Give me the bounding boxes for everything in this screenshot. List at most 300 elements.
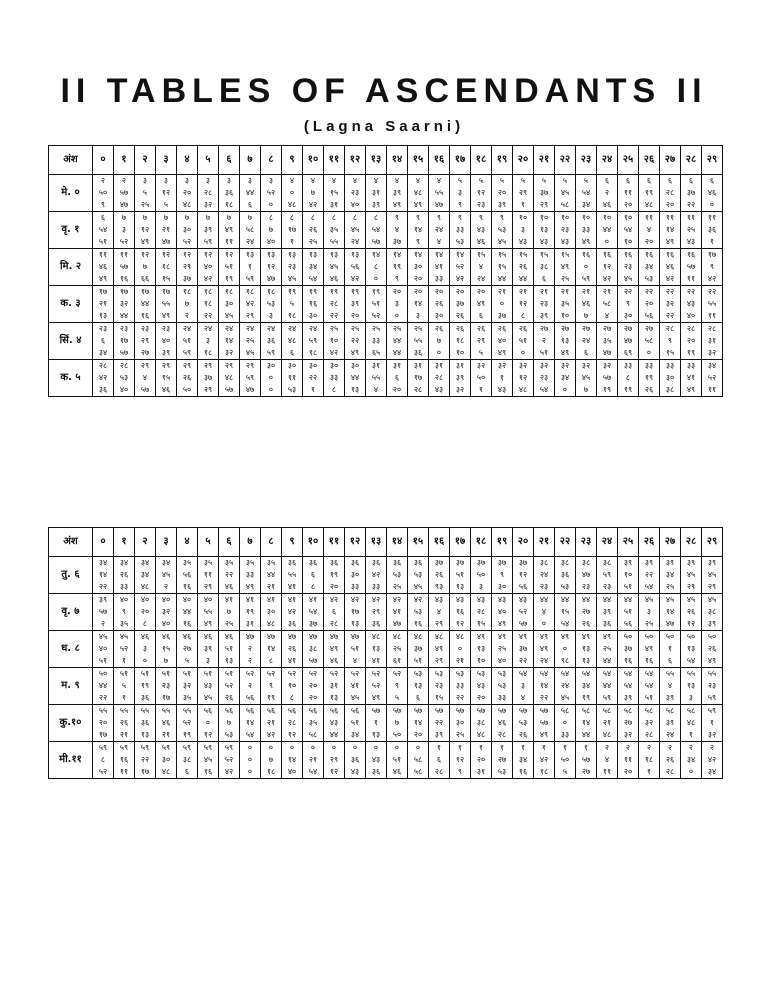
ascendant-cell <box>429 249 450 286</box>
ascendant-cell <box>219 175 240 212</box>
cell-vipal: ४४ <box>392 348 402 357</box>
ascendant-cell <box>303 212 324 249</box>
cell-vipal: १६ <box>413 619 423 628</box>
ascendant-cell <box>345 175 366 212</box>
cell-vipal: ० <box>268 200 274 209</box>
cell-pal: ४ <box>478 262 484 271</box>
ascendant-cell <box>513 742 534 779</box>
cell-ghati: ५२ <box>350 669 360 678</box>
cell-pal: ३८ <box>707 607 717 616</box>
degree-header-cell: १० <box>303 528 324 557</box>
cell-pal: ५१ <box>371 299 381 308</box>
cell-vipal: ४९ <box>161 311 171 320</box>
degree-header-cell: ६ <box>219 146 240 175</box>
cell-vipal: ५४ <box>308 274 318 283</box>
cell-ghati: ३७ <box>497 558 507 567</box>
cell-ghati: १० <box>560 213 570 222</box>
cell-ghati: ७ <box>226 213 232 222</box>
cell-pal: ३ <box>394 299 400 308</box>
cell-pal: ५१ <box>350 718 360 727</box>
cell-pal: १ <box>247 262 253 271</box>
cell-vipal: ३ <box>205 656 211 665</box>
cell-pal: २० <box>497 188 507 197</box>
cell-vipal: २५ <box>665 582 675 591</box>
cell-pal: २३ <box>539 299 549 308</box>
cell-vipal: २० <box>392 385 402 394</box>
cell-ghati: ४४ <box>623 595 633 604</box>
cell-pal: ४७ <box>623 336 633 345</box>
ascendant-cell <box>702 668 723 705</box>
cell-ghati: १६ <box>665 250 675 259</box>
cell-pal: १९ <box>140 681 150 690</box>
ascendant-cell <box>660 594 681 631</box>
ascendant-cell <box>429 742 450 779</box>
cell-vipal: १९ <box>266 693 276 702</box>
cell-pal: ५७ <box>686 262 696 271</box>
cell-vipal: ३९ <box>539 311 549 320</box>
cell-pal: १४ <box>665 225 675 234</box>
cell-vipal: ४९ <box>581 237 591 246</box>
degree-header-cell: ७ <box>240 528 261 557</box>
ascendant-cell <box>471 323 492 360</box>
cell-ghati: ४० <box>119 595 129 604</box>
sign-row <box>49 212 723 249</box>
cell-pal: ३६ <box>350 755 360 764</box>
cell-ghati: ५४ <box>518 669 528 678</box>
cell-vipal: ९ <box>100 200 106 209</box>
ascendant-cell <box>261 742 282 779</box>
cell-pal: २९ <box>140 336 150 345</box>
cell-pal: ४२ <box>539 755 549 764</box>
cell-ghati: ४७ <box>308 632 318 641</box>
cell-ghati: २३ <box>98 324 108 333</box>
ascendant-cell <box>261 249 282 286</box>
cell-pal: ५८ <box>245 225 255 234</box>
cell-ghati: ३२ <box>476 361 486 370</box>
cell-vipal: २० <box>623 200 633 209</box>
ascendant-cell <box>555 323 576 360</box>
cell-ghati: २२ <box>707 287 717 296</box>
cell-pal: ९ <box>268 681 274 690</box>
cell-pal: ३२ <box>161 607 171 616</box>
cell-ghati: ४५ <box>644 595 654 604</box>
cell-ghati: ३४ <box>119 558 129 567</box>
sign-label: वृ. १ <box>49 212 93 249</box>
degree-header-cell: १३ <box>366 528 387 557</box>
ascendant-cell <box>345 323 366 360</box>
ascendant-cell <box>156 175 177 212</box>
cell-ghati: ५० <box>623 632 633 641</box>
cell-ghati: ३७ <box>476 558 486 567</box>
cell-vipal: १६ <box>518 767 528 776</box>
cell-vipal: ३१ <box>329 200 339 209</box>
cell-pal: ३४ <box>140 570 150 579</box>
ascendant-cell <box>366 742 387 779</box>
cell-pal: १४ <box>287 755 297 764</box>
ascendant-cell <box>681 360 702 397</box>
cell-ghati: ४९ <box>539 632 549 641</box>
cell-pal: ५४ <box>581 188 591 197</box>
cell-pal: १५ <box>161 644 171 653</box>
cell-ghati: २ <box>604 743 610 752</box>
cell-pal: २७ <box>581 607 591 616</box>
degree-header-cell: २७ <box>660 528 681 557</box>
ascendant-cell <box>702 705 723 742</box>
ascendant-cell <box>681 705 702 742</box>
ascendant-cell <box>156 705 177 742</box>
ascendant-cell <box>450 175 471 212</box>
cell-vipal: ५२ <box>371 311 381 320</box>
cell-vipal: ५३ <box>560 582 570 591</box>
degree-header-cell: ३ <box>156 528 177 557</box>
cell-pal: २९ <box>371 607 381 616</box>
cell-pal: ७ <box>226 718 232 727</box>
ascendant-cell <box>408 742 429 779</box>
ascendant-cell <box>219 668 240 705</box>
cell-vipal: ५७ <box>119 348 129 357</box>
ascendant-cell <box>135 705 156 742</box>
degree-header-cell: ५ <box>198 146 219 175</box>
cell-pal: ४५ <box>203 755 213 764</box>
cell-vipal: २० <box>350 311 360 320</box>
cell-pal: ३१ <box>329 681 339 690</box>
degree-header-cell: १ <box>114 146 135 175</box>
cell-ghati: ५५ <box>182 706 192 715</box>
cell-vipal: ६ <box>289 348 295 357</box>
ascendant-cell <box>471 249 492 286</box>
cell-ghati: ३२ <box>560 361 570 370</box>
cell-vipal: १३ <box>329 693 339 702</box>
sign-row <box>49 360 723 397</box>
cell-pal: ५३ <box>497 681 507 690</box>
ascendant-cell <box>198 594 219 631</box>
cell-pal: ४८ <box>686 718 696 727</box>
ascendant-cell <box>93 286 114 323</box>
cell-vipal: १९ <box>686 348 696 357</box>
cell-vipal: ७ <box>583 311 589 320</box>
cell-ghati: ८ <box>331 213 337 222</box>
page-subtitle: (Lagna Saarni) <box>303 118 465 135</box>
cell-pal: ४९ <box>539 644 549 653</box>
ascendant-cell <box>114 705 135 742</box>
ascendant-cell <box>261 175 282 212</box>
cell-vipal: २६ <box>455 311 465 320</box>
cell-vipal: ४३ <box>686 237 696 246</box>
cell-pal: ५३ <box>266 299 276 308</box>
cell-vipal: ११ <box>707 311 717 320</box>
ascendant-cell <box>408 668 429 705</box>
degree-header-cell: ४ <box>177 146 198 175</box>
cell-ghati: ५७ <box>371 706 381 715</box>
cell-pal: ३ <box>520 225 526 234</box>
ascendant-cell <box>702 249 723 286</box>
cell-pal: ५६ <box>350 262 360 271</box>
ascendant-cell <box>156 594 177 631</box>
ascendant-cell <box>345 668 366 705</box>
cell-vipal: ४५ <box>497 237 507 246</box>
ascendant-cell <box>366 212 387 249</box>
cell-vipal: ५१ <box>644 693 654 702</box>
cell-vipal: ० <box>394 311 400 320</box>
cell-vipal: २८ <box>329 619 339 628</box>
cell-vipal: ४ <box>520 693 526 702</box>
cell-ghati: ४५ <box>686 595 696 604</box>
cell-pal: ४१ <box>686 373 696 382</box>
ascendant-cell <box>471 557 492 594</box>
cell-ghati: ९ <box>394 213 400 222</box>
ascendant-cell <box>282 249 303 286</box>
degree-header-cell: १३ <box>366 146 387 175</box>
ascendant-cell <box>513 594 534 631</box>
degree-header-cell: १९ <box>492 528 513 557</box>
cell-ghati: २४ <box>224 324 234 333</box>
cell-vipal: ६६ <box>140 274 150 283</box>
ascendant-cell <box>324 249 345 286</box>
ascendant-cell <box>408 323 429 360</box>
cell-vipal: ५४ <box>686 656 696 665</box>
cell-pal: २२ <box>224 570 234 579</box>
ascendant-cell <box>639 705 660 742</box>
cell-pal: ० <box>268 373 274 382</box>
ascendant-cell <box>93 594 114 631</box>
cell-ghati: ५ <box>457 176 463 185</box>
ascendant-cell <box>660 631 681 668</box>
cell-ghati: ३६ <box>392 558 402 567</box>
cell-pal: ५० <box>476 570 486 579</box>
cell-ghati: ३९ <box>644 558 654 567</box>
cell-vipal: १८ <box>224 200 234 209</box>
cell-ghati: ५३ <box>455 669 465 678</box>
sign-label: मे. ० <box>49 175 93 212</box>
cell-vipal: २३ <box>476 200 486 209</box>
cell-ghati: ५८ <box>644 706 654 715</box>
ascendant-cell <box>681 742 702 779</box>
cell-pal: ६ <box>310 570 316 579</box>
cell-ghati: १२ <box>161 250 171 259</box>
cell-vipal: ० <box>268 385 274 394</box>
ascendant-cell <box>660 286 681 323</box>
cell-pal: ५ <box>289 299 295 308</box>
cell-ghati: ३९ <box>707 558 717 567</box>
cell-vipal: २६ <box>644 385 654 394</box>
cell-vipal: ४५ <box>623 274 633 283</box>
cell-pal: ४२ <box>98 373 108 382</box>
degree-header-cell: १४ <box>387 146 408 175</box>
cell-ghati: ४६ <box>161 632 171 641</box>
cell-ghati: २६ <box>434 324 444 333</box>
cell-ghati: ४० <box>203 595 213 604</box>
cell-pal: ५२ <box>455 262 465 271</box>
cell-pal: ५१ <box>350 644 360 653</box>
cell-pal: २८ <box>329 299 339 308</box>
cell-pal: २३ <box>560 225 570 234</box>
cell-pal: ४३ <box>203 681 213 690</box>
cell-vipal: ० <box>562 385 568 394</box>
cell-ghati: २० <box>455 287 465 296</box>
cell-vipal: ३३ <box>350 582 360 591</box>
cell-ghati: ४७ <box>266 632 276 641</box>
cell-ghati: ४१ <box>266 595 276 604</box>
degree-header-cell: २९ <box>702 528 723 557</box>
cell-pal: ३० <box>350 570 360 579</box>
cell-vipal: २९ <box>686 582 696 591</box>
cell-vipal: ४० <box>119 385 129 394</box>
cell-pal: ९ <box>499 570 505 579</box>
ascendant-cell <box>576 631 597 668</box>
ascendant-cell <box>660 323 681 360</box>
cell-vipal: ३९ <box>161 348 171 357</box>
ascendant-cell <box>135 212 156 249</box>
cell-vipal: १० <box>476 656 486 665</box>
cell-ghati: १८ <box>245 287 255 296</box>
cell-vipal: २० <box>413 730 423 739</box>
cell-pal: २३ <box>350 188 360 197</box>
cell-vipal: ३२ <box>203 200 213 209</box>
cell-vipal: ४७ <box>266 274 276 283</box>
cell-ghati: १८ <box>266 287 276 296</box>
cell-pal: ६ <box>436 755 442 764</box>
ascendant-cell <box>639 668 660 705</box>
ascendant-cell <box>261 323 282 360</box>
cell-vipal: १६ <box>119 274 129 283</box>
cell-pal: ३१ <box>707 336 717 345</box>
cell-pal: २६ <box>686 607 696 616</box>
cell-pal: २ <box>604 188 610 197</box>
ascendant-cell <box>639 742 660 779</box>
degree-header-cell: २६ <box>639 146 660 175</box>
ascendant-cell <box>282 705 303 742</box>
cell-ghati: ० <box>352 743 358 752</box>
ascendant-cell <box>366 175 387 212</box>
cell-vipal: ४७ <box>602 348 612 357</box>
cell-ghati: ५० <box>644 632 654 641</box>
cell-ghati: १४ <box>413 250 423 259</box>
degree-header-cell: ९ <box>282 528 303 557</box>
cell-ghati: ० <box>247 743 253 752</box>
cell-vipal: १८ <box>203 348 213 357</box>
cell-pal: २५ <box>686 225 696 234</box>
ascendant-cell <box>219 557 240 594</box>
ascendant-cell <box>114 286 135 323</box>
cell-pal: २४ <box>539 570 549 579</box>
cell-pal: ४९ <box>224 225 234 234</box>
cell-ghati: ५४ <box>602 669 612 678</box>
cell-ghati: २३ <box>161 324 171 333</box>
cell-pal: ४२ <box>707 755 717 764</box>
cell-ghati: ३९ <box>98 595 108 604</box>
cell-vipal: २२ <box>518 656 528 665</box>
cell-pal: ४१ <box>434 262 444 271</box>
cell-vipal: ४३ <box>350 767 360 776</box>
sign-row <box>49 323 723 360</box>
cell-vipal: ३२ <box>623 730 633 739</box>
ascendant-cell <box>345 594 366 631</box>
cell-vipal: ५१ <box>413 656 423 665</box>
cell-ghati: १५ <box>560 250 570 259</box>
cell-ghati: ५७ <box>539 706 549 715</box>
cell-vipal: ३७ <box>392 237 402 246</box>
cell-ghati: ३५ <box>266 558 276 567</box>
cell-pal: ३१ <box>371 188 381 197</box>
ascendant-cell <box>639 323 660 360</box>
cell-vipal: ४७ <box>665 619 675 628</box>
cell-pal: ५४ <box>644 681 654 690</box>
sign-label: सिं. ४ <box>49 323 93 360</box>
cell-ghati: ४६ <box>203 632 213 641</box>
ascendant-cell <box>660 212 681 249</box>
ascendant-cell <box>93 631 114 668</box>
ascendant-cell <box>219 742 240 779</box>
cell-ghati: २७ <box>539 324 549 333</box>
ascendant-cell <box>408 212 429 249</box>
cell-pal: १७ <box>350 607 360 616</box>
cell-pal: ३३ <box>581 225 591 234</box>
cell-vipal: ३६ <box>413 348 423 357</box>
ascendant-cell <box>618 631 639 668</box>
cell-pal: ७ <box>268 225 274 234</box>
cell-pal: ५ <box>121 681 127 690</box>
cell-pal: २९ <box>182 262 192 271</box>
ascendant-cell <box>177 286 198 323</box>
cell-ghati: ५ <box>541 176 547 185</box>
degree-header-cell: २५ <box>618 528 639 557</box>
cell-pal: १२ <box>518 570 528 579</box>
degree-header-cell: १९ <box>492 146 513 175</box>
cell-pal: ४९ <box>476 299 486 308</box>
cell-ghati: ३७ <box>455 558 465 567</box>
cell-vipal: ४७ <box>434 200 444 209</box>
cell-vipal: ६९ <box>623 348 633 357</box>
cell-pal: ३९ <box>392 188 402 197</box>
cell-pal: २६ <box>287 644 297 653</box>
cell-ghati: ३४ <box>140 558 150 567</box>
cell-ghati: ४९ <box>581 632 591 641</box>
cell-vipal: ४९ <box>98 274 108 283</box>
cell-vipal: ३० <box>308 311 318 320</box>
cell-pal: १४ <box>413 718 423 727</box>
cell-ghati: १२ <box>203 250 213 259</box>
cell-pal: ० <box>499 299 505 308</box>
ascendant-cell <box>534 705 555 742</box>
ascendant-cell <box>576 249 597 286</box>
ascendant-cell <box>219 249 240 286</box>
cell-vipal: ११ <box>602 767 612 776</box>
cell-ghati: ३२ <box>581 361 591 370</box>
cell-pal: ५७ <box>539 718 549 727</box>
cell-vipal: ३२ <box>707 348 717 357</box>
cell-vipal: ५१ <box>98 237 108 246</box>
ascendant-cell <box>618 212 639 249</box>
cell-vipal: ४९ <box>539 730 549 739</box>
cell-ghati: ४९ <box>497 632 507 641</box>
ascendant-cell <box>555 360 576 397</box>
cell-ghati: ५९ <box>161 743 171 752</box>
cell-ghati: २१ <box>518 287 528 296</box>
cell-ghati: ३६ <box>413 558 423 567</box>
cell-ghati: ३ <box>142 176 148 185</box>
cell-ghati: १६ <box>602 250 612 259</box>
cell-ghati: ३६ <box>329 558 339 567</box>
ascendant-cell <box>324 557 345 594</box>
cell-pal: ४१ <box>350 681 360 690</box>
cell-pal: १४ <box>539 681 549 690</box>
cell-pal: ४२ <box>371 570 381 579</box>
cell-ghati: ३६ <box>308 558 318 567</box>
cell-vipal: २६ <box>518 730 528 739</box>
cell-ghati: ० <box>373 743 379 752</box>
cell-vipal: ३५ <box>119 619 129 628</box>
ascendant-cell <box>114 594 135 631</box>
